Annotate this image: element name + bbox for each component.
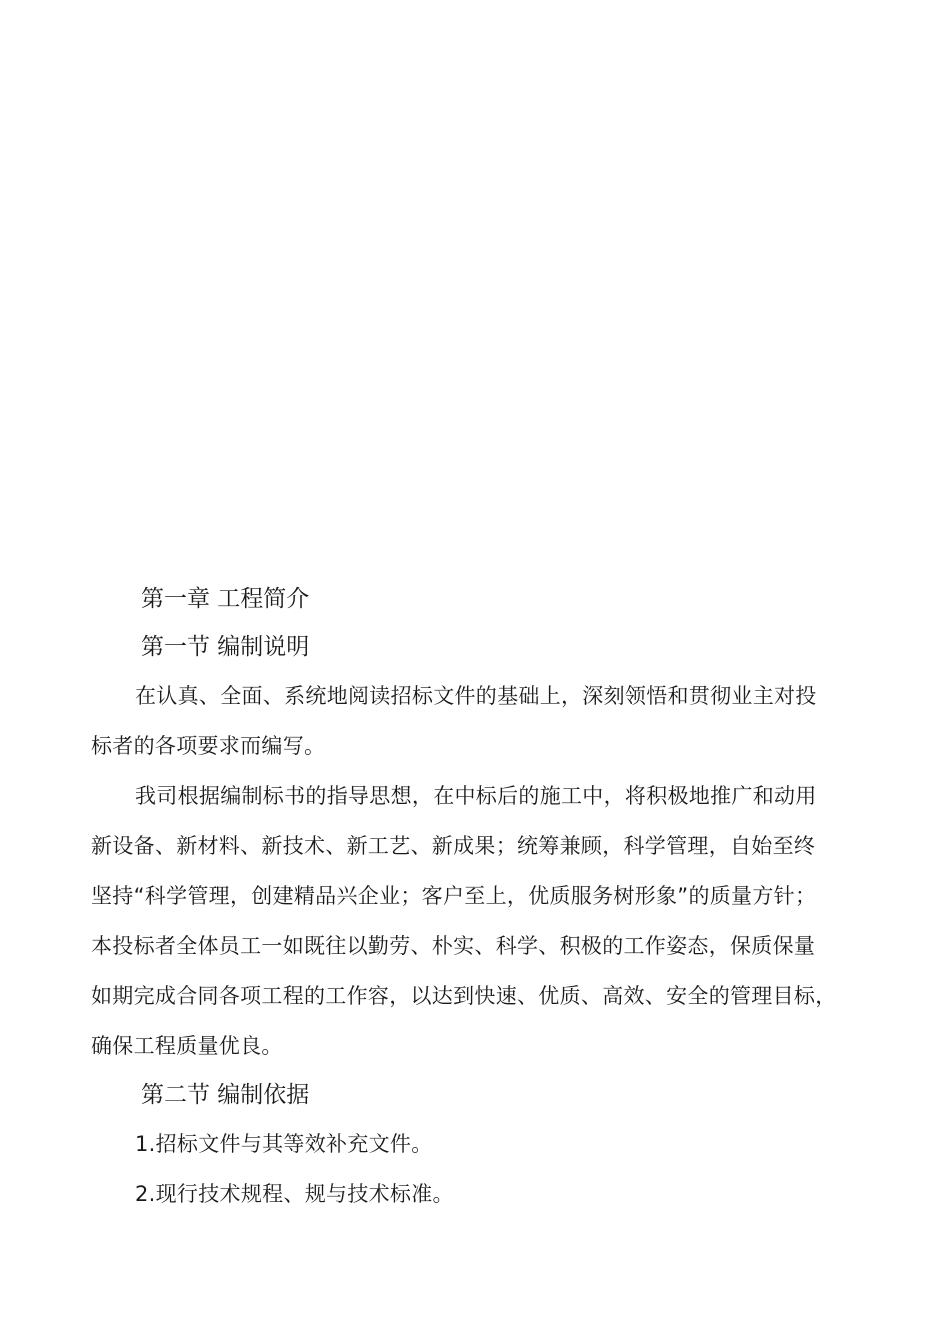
paragraph-guiding-principles [91, 771, 866, 1071]
section-title-compilation-notes: 第一节 编制说明 [141, 634, 310, 660]
paragraph-line: 标者的各项要求而编写。 [91, 734, 326, 758]
section-title-compilation-basis: 第二节 编制依据 [141, 1082, 310, 1108]
paragraph-line: 在认真、全面、系统地阅读招标文件的基础上，深刻领悟和贯彻业主对投 [135, 684, 817, 708]
list-item: 2.现行技术规程、规与技术标准。 [135, 1182, 454, 1206]
paragraph-intro [91, 671, 866, 771]
list-item: 1.招标文件与其等效补充文件。 [135, 1132, 433, 1156]
paragraph-line: 我司根据编制标书的指导思想，在中标后的施工中，将积极地推广和动用 [135, 784, 817, 808]
document-body [91, 575, 866, 1219]
paragraph-line: 新设备、新材料、新技术、新工艺、新成果；统筹兼顾，科学管理，自始至终 [91, 834, 816, 858]
paragraph-line: 本投标者全体员工一如既往以勤劳、朴实、科学、积极的工作姿态，保质保量 [91, 934, 816, 958]
paragraph-line: 确保工程质量优良。 [91, 1034, 283, 1058]
paragraph-line: 坚持“科学管理，创建精品兴企业；客户至上，优质服务树形象”的质量方针； [91, 884, 817, 908]
chapter-title: 第一章 工程简介 [141, 586, 310, 612]
paragraph-line: 如期完成合同各项工程的工作容，以达到快速、优质、高效、安全的管理目标， [91, 984, 837, 1008]
